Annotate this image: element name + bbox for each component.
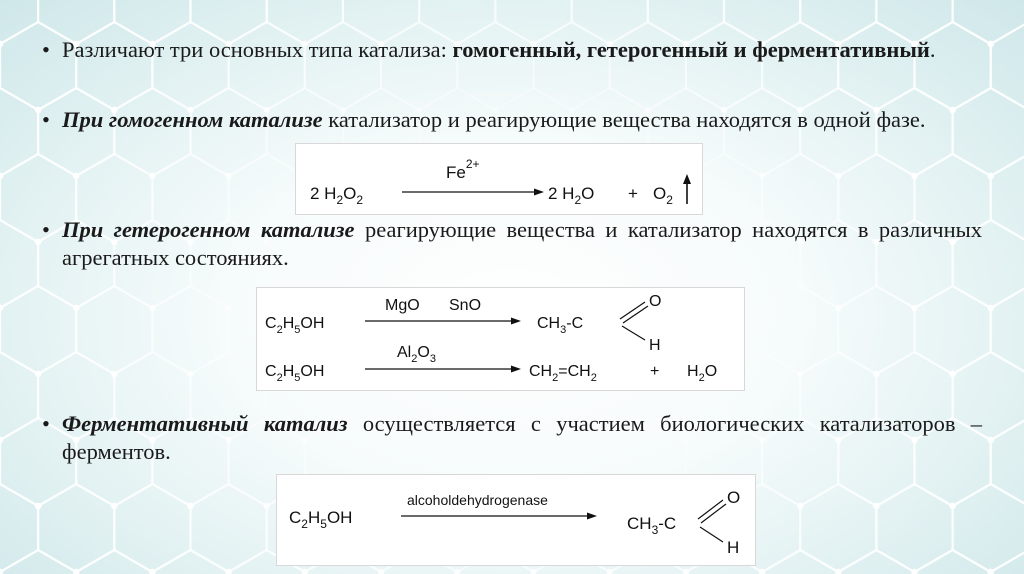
eq2-catalyst-mgo: MgO bbox=[385, 297, 420, 314]
bullet-plain-text: катализатор и реагирующие вещества находятся в одной фазе. bbox=[322, 107, 926, 132]
single-bond-line bbox=[700, 527, 723, 542]
equation-enzymatic bbox=[276, 474, 756, 566]
atom-node bbox=[797, 371, 803, 377]
atom-node bbox=[187, 371, 193, 377]
hexagon-ring bbox=[915, 286, 991, 374]
hexagon-ring bbox=[38, 484, 114, 572]
atom-node bbox=[873, 371, 879, 377]
bullet-enzymatic bbox=[42, 410, 982, 466]
hexagon-ring bbox=[0, 220, 38, 308]
bullet-plain-text: Различают три основных типа катализа: bbox=[62, 37, 453, 62]
arrow-head bbox=[587, 513, 597, 520]
atom-node bbox=[759, 305, 765, 311]
atom-node bbox=[988, 305, 994, 311]
eq1-catalyst: $Fe^{2+}$ bbox=[446, 157, 480, 182]
bullet-marker: • bbox=[42, 107, 50, 132]
hexagon-ring bbox=[915, 550, 991, 574]
hexagon-ring bbox=[762, 286, 838, 374]
atom-node bbox=[988, 437, 994, 443]
hexagon-ring bbox=[0, 286, 76, 374]
hexagon-ring bbox=[0, 550, 76, 574]
atom-node bbox=[149, 305, 155, 311]
hexagon-ring bbox=[991, 550, 1024, 574]
hexagon-ring bbox=[762, 550, 838, 574]
bullet-marker: • bbox=[42, 411, 50, 436]
atom-node bbox=[73, 305, 79, 311]
atom-node bbox=[35, 107, 41, 113]
equation-heterogeneous bbox=[256, 287, 745, 391]
atom-node bbox=[797, 503, 803, 509]
eq1-plus: + bbox=[628, 184, 638, 203]
eq2-product-acetaldehyde: $CH_3-C$ bbox=[537, 315, 584, 336]
hexagon-ring bbox=[152, 286, 228, 374]
arrow-head bbox=[511, 318, 521, 325]
eq3-enzyme-label: alcoholdehydrogenase bbox=[407, 492, 548, 508]
single-bond-line bbox=[622, 326, 645, 340]
atom-node bbox=[264, 503, 270, 509]
hexagon-ring bbox=[191, 484, 267, 572]
bullet-plain-text: осуществляется с участием биологических катализаторов – ферментов. bbox=[62, 411, 983, 464]
atom-node bbox=[949, 503, 955, 509]
bullet-marker: • bbox=[42, 217, 50, 242]
atom-node bbox=[35, 239, 41, 245]
bullet-catalysis-types bbox=[42, 36, 982, 64]
atom-node bbox=[35, 371, 41, 377]
atom-node bbox=[835, 173, 841, 179]
arrow-head bbox=[511, 366, 521, 373]
hexagon-ring bbox=[76, 550, 152, 574]
bullet-bold-text: гомогенный, гетерогенный и ферментативный bbox=[452, 37, 930, 62]
atom-node bbox=[149, 173, 155, 179]
hexagon-ring bbox=[838, 550, 914, 574]
atom-node bbox=[835, 305, 841, 311]
hexagon-ring bbox=[800, 484, 876, 572]
hexagon-ring bbox=[76, 286, 152, 374]
bullet-italic-term: При гомогенном катализе bbox=[62, 107, 323, 132]
atom-node bbox=[759, 173, 765, 179]
gas-release-arrow-head bbox=[683, 174, 691, 184]
bullet-italic-term: Ферментативный катализ bbox=[62, 411, 348, 436]
eq2-plus: + bbox=[650, 363, 660, 380]
hexagon-ring bbox=[152, 550, 228, 574]
eq1-product-oxygen: $O_2$ bbox=[653, 184, 673, 207]
eq3-product-acetaldehyde: $CH_3-C$ bbox=[627, 514, 677, 537]
hexagon-ring bbox=[838, 286, 914, 374]
atom-node bbox=[949, 371, 955, 377]
eq2-product-water: $H_2O$ bbox=[687, 363, 718, 384]
eq2-reactant-ethanol: $C_2H_5OH$ bbox=[265, 315, 325, 336]
atom-node bbox=[73, 173, 79, 179]
atom-node bbox=[911, 305, 917, 311]
atom-node bbox=[988, 41, 994, 47]
atom-node bbox=[988, 173, 994, 179]
bullet-marker: • bbox=[42, 37, 50, 62]
bullet-text bbox=[62, 410, 982, 466]
eq2-aldehyde-hydrogen: H bbox=[649, 337, 661, 354]
atom-node bbox=[225, 173, 231, 179]
bullet-italic-term: При гетерогенном катализе bbox=[62, 217, 355, 242]
atom-node bbox=[873, 503, 879, 509]
bullet-text bbox=[62, 106, 982, 134]
eq3-aldehyde-oxygen: O bbox=[727, 488, 741, 507]
eq3-reactant-ethanol: $C_2H_5OH$ bbox=[289, 508, 353, 531]
hexagon-ring bbox=[0, 88, 38, 176]
bullet-homogeneous bbox=[42, 106, 982, 134]
eq1-product-water: 2 $H_2O$ bbox=[548, 184, 595, 207]
bullet-text bbox=[62, 36, 982, 64]
hexagon-ring bbox=[0, 484, 38, 572]
hexagon-ring bbox=[114, 484, 190, 572]
atom-node bbox=[911, 173, 917, 179]
atom-node bbox=[35, 503, 41, 509]
atom-node bbox=[225, 305, 231, 311]
hexagon-ring bbox=[0, 352, 38, 440]
bullet-text bbox=[62, 216, 982, 272]
eq3-aldehyde-hydrogen: H bbox=[727, 538, 740, 557]
atom-node bbox=[187, 503, 193, 509]
eq2-catalyst-alumina: $Al_2O_3$ bbox=[397, 344, 436, 365]
atom-node bbox=[111, 371, 117, 377]
eq2-aldehyde-oxygen: O bbox=[649, 293, 662, 310]
eq2-product-ethylene: $CH_2=CH_2$ bbox=[529, 363, 597, 384]
eq2-reactant-ethanol-2: $C_2H_5OH$ bbox=[265, 363, 325, 384]
arrow-head bbox=[534, 189, 544, 196]
hexagon-ring bbox=[876, 484, 952, 572]
bullet-plain-text: . bbox=[929, 37, 936, 62]
hexagon-ring bbox=[0, 0, 38, 44]
bullet-plain-text: реагирующие вещества и катализатор находятся в различных агрегатных состояниях. bbox=[62, 217, 983, 270]
bullet-heterogeneous bbox=[42, 216, 982, 272]
atom-node bbox=[111, 503, 117, 509]
equation-homogeneous bbox=[295, 143, 703, 215]
eq1-reactant: 2 $H_2O_2$ bbox=[310, 184, 364, 207]
eq2-catalyst-sno: SnO bbox=[449, 297, 482, 314]
